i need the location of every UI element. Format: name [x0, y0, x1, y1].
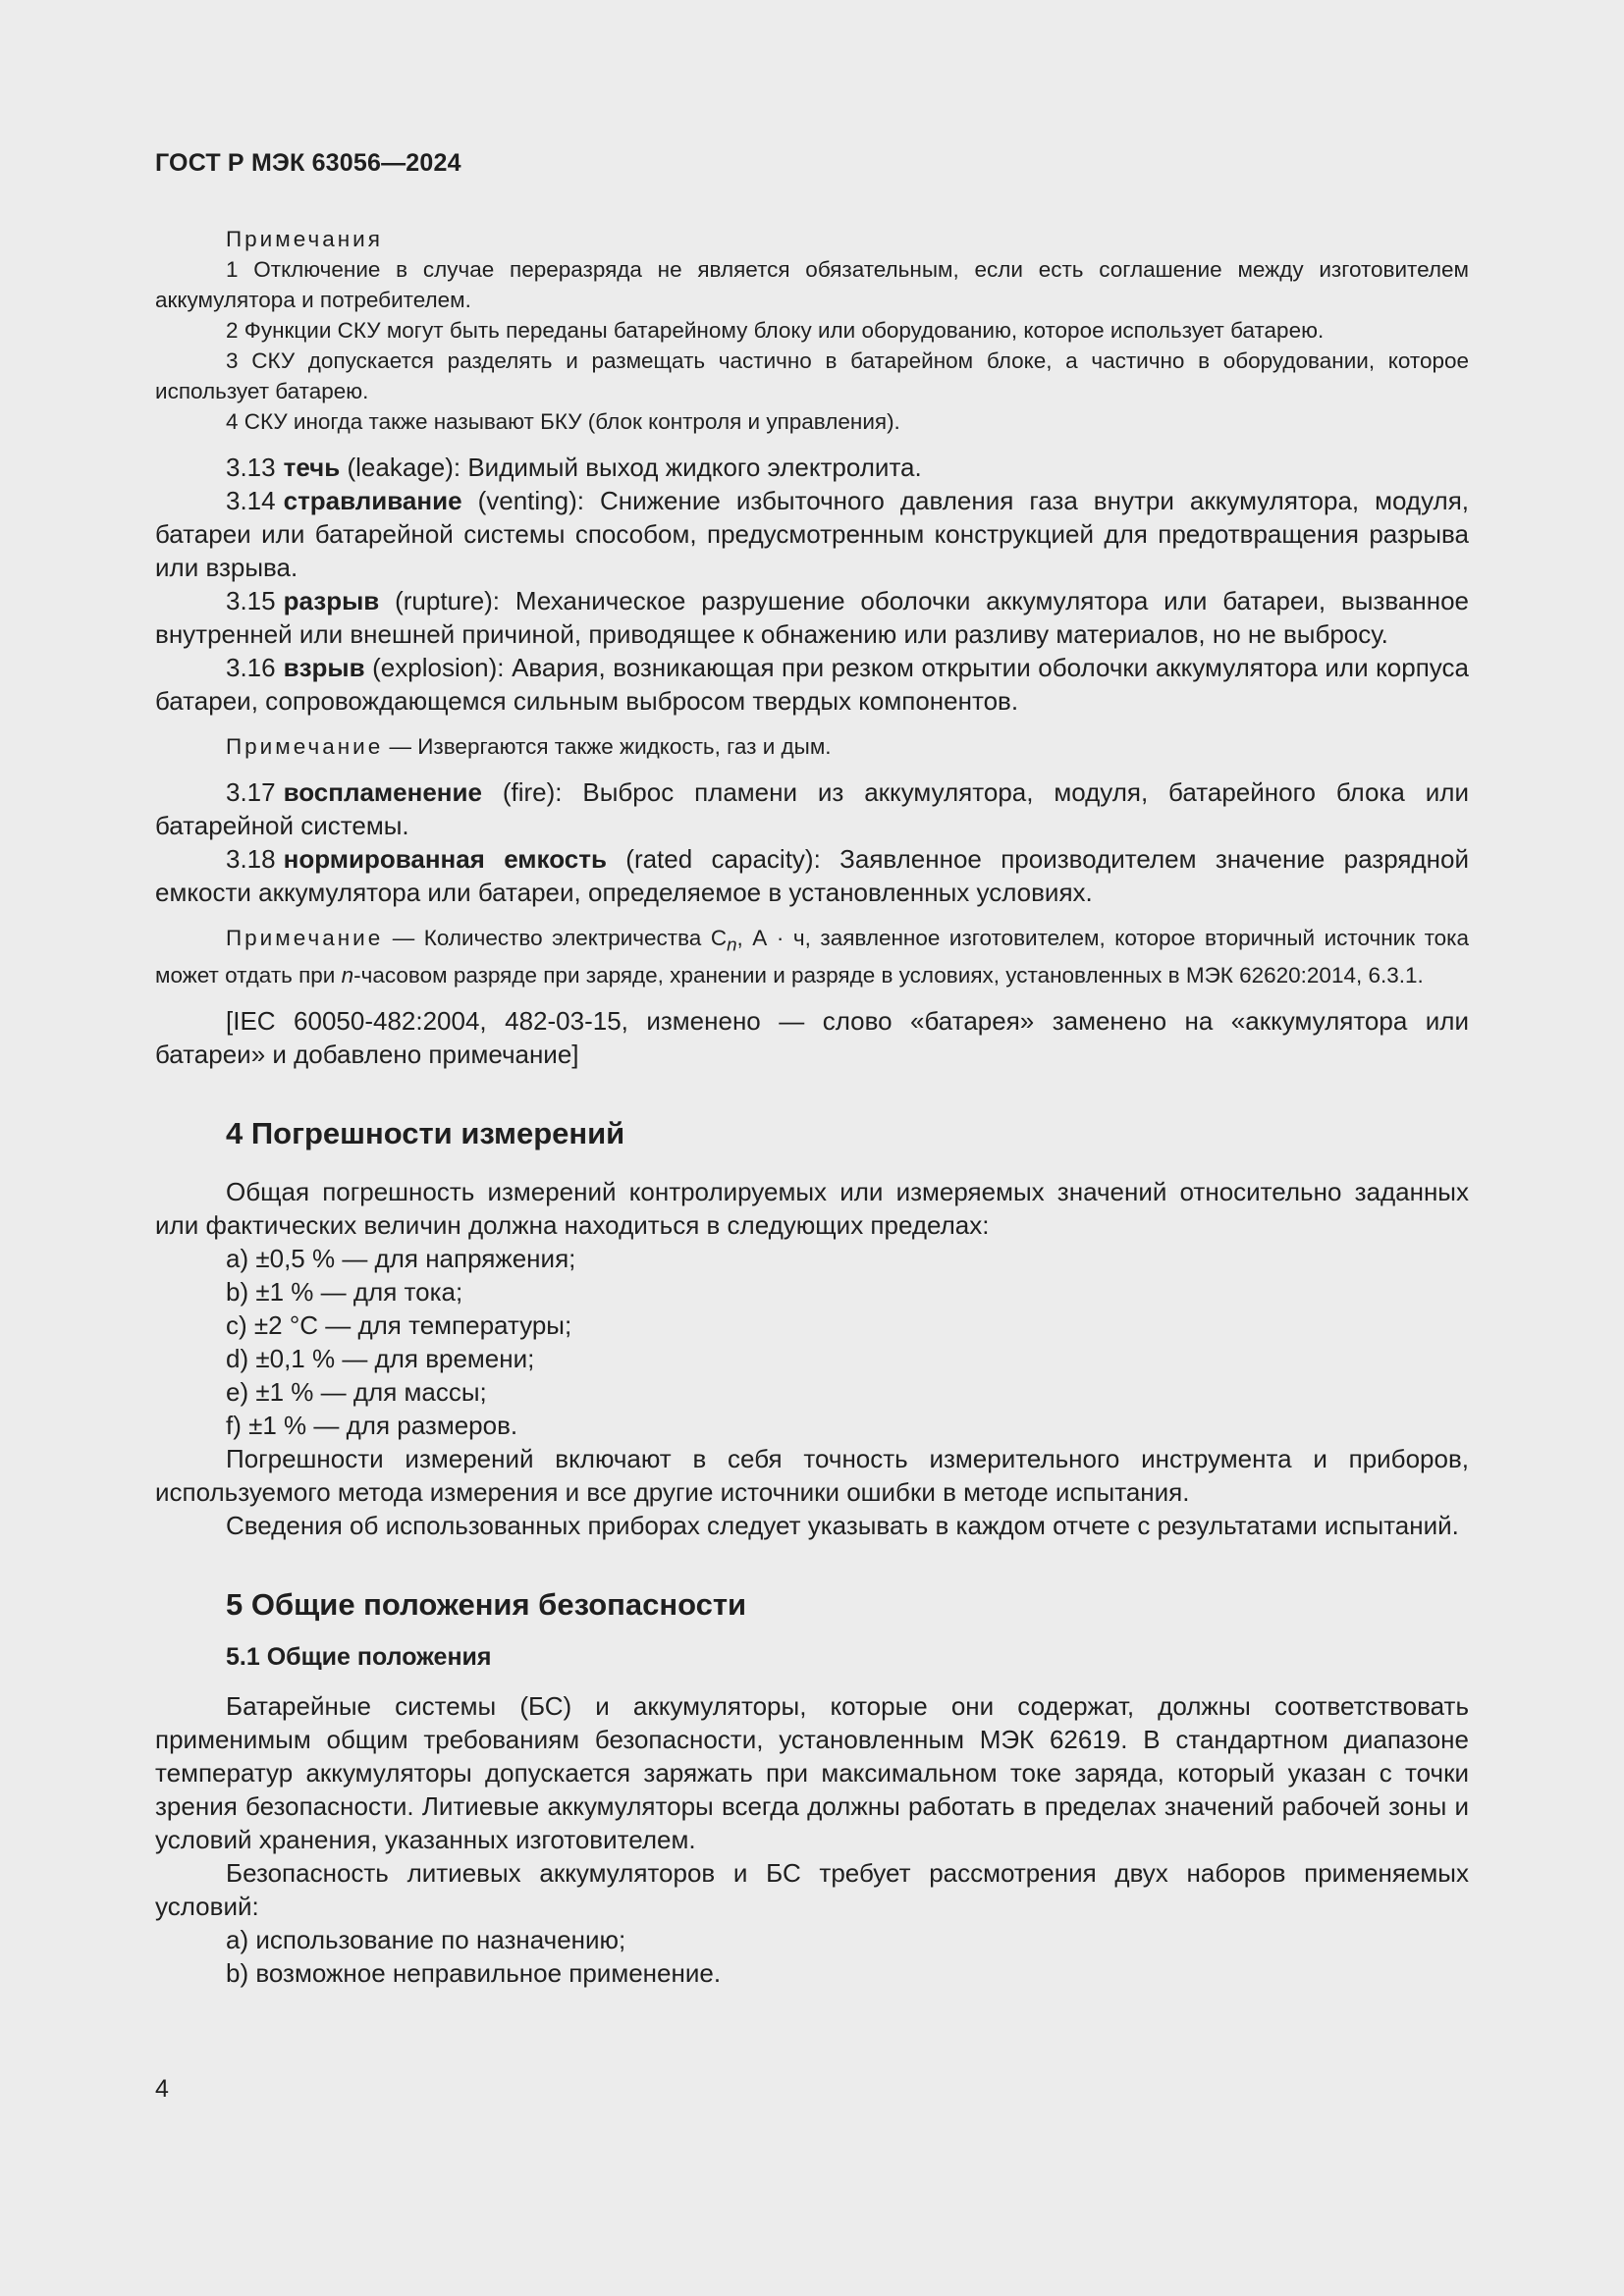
- list-item: b) возможное неправильное применение.: [226, 1957, 722, 1988]
- term-3-14: 3.14 стравливание (venting): Снижение избыточного давления газа внутри аккумулятора, модуля, батареи или батарейной системы способом, предусмотренным конструкцией для предотвращения разрыва или взрыва.: [155, 486, 1469, 582]
- note-explosion: Примечание — Извергаются также жидкость, газ и дым.: [226, 734, 832, 759]
- note-item-1: 1 Отключение в случае переразряда не является обязательным, если есть соглашение между изготовителем аккумулятора и потребителем.: [155, 257, 1469, 312]
- page-number: 4: [155, 2075, 169, 2103]
- section-4-title: 4 Погрешности измерений: [226, 1115, 625, 1150]
- list-item: a) использование по назначению;: [226, 1924, 626, 1954]
- term-3-13: 3.13 течь (leakage): Видимый выход жидкого электролита.: [226, 453, 922, 482]
- terms-section: [155, 451, 1469, 718]
- list-item: d) ±0,1 % — для времени;: [226, 1343, 535, 1373]
- section-5-body: [155, 1689, 1469, 1990]
- note-item-4: 4 СКУ иногда также называют БКУ (блок контроля и управления).: [226, 409, 900, 434]
- notes-label: Примечания: [226, 227, 383, 251]
- list-item: f) ±1 % — для размеров.: [226, 1410, 518, 1440]
- list-item: e) ±1 % — для массы;: [226, 1376, 487, 1407]
- reference-citation: [IEC 60050-482:2004, 482-03-15, изменено — слово «батарея» заменено на «аккумулятора или батареи» и добавлено примечание]: [155, 1005, 1469, 1069]
- section-5-title: 5 Общие положения безопасности: [226, 1586, 747, 1622]
- note-item-2: 2 Функции СКУ могут быть переданы батарейному блоку или оборудованию, которое использует батарею.: [226, 318, 1325, 343]
- section-4-paragraph-2: Погрешности измерений включают в себя точность измерительного инструмента и приборов, используемого метода измерения и все другие источники ошибки в методе испытания.: [155, 1443, 1469, 1507]
- term-3-18: 3.18 нормированная емкость (rated capacity): Заявленное производителем значение разрядной емкости аккумулятора или батареи, определяемое в установленных условиях.: [155, 844, 1469, 907]
- term-3-15: 3.15 разрыв (rupture): Механическое разрушение оболочки аккумулятора или батареи, вызванное внутренней или внешней причиной, приводящее к обнажению или разливу материалов, но не выбросу.: [155, 586, 1469, 649]
- term-3-16: 3.16 взрыв (explosion): Авария, возникающая при резком открытии оболочки аккумулятора или корпуса батареи, сопровождающемся сильным выбросом твердых компонентов.: [155, 653, 1469, 716]
- section-4-body: [155, 1175, 1469, 1542]
- list-item: a) ±0,5 % — для напряжения;: [226, 1243, 576, 1273]
- section-4-paragraph-3: Сведения об использованных приборах следует указывать в каждом отчете с результатами испытаний.: [226, 1510, 1459, 1540]
- section-5-1-title: 5.1 Общие положения: [226, 1642, 492, 1671]
- term-3-17: 3.17 воспламенение (fire): Выброс пламени из аккумулятора, модуля, батарейного блока или батарейной системы.: [155, 777, 1469, 840]
- document-header: ГОСТ Р МЭК 63056—2024: [155, 149, 461, 177]
- section-5-paragraph-2: Безопасность литиевых аккумуляторов и БС требует рассмотрения двух наборов применяемых условий:: [155, 1857, 1469, 1921]
- notes-section: [155, 224, 1469, 437]
- list-item: c) ±2 °C — для температуры;: [226, 1309, 572, 1340]
- note-item-3: 3 СКУ допускается разделять и размещать частично в батарейном блоке, а частично в оборудовании, которое использует батарею.: [155, 348, 1469, 403]
- section-5-paragraph-1: Батарейные системы (БС) и аккумуляторы, которые они содержат, должны соответствовать применимым общим требованиям безопасности, установленным МЭК 62619. В стандартном диапазоне температур аккумуляторы допускается заряжать при максимальном токе заряда, который указан с точки зрения безопасности. Литиевые аккумуляторы всегда должны работать в пределах значений рабочей зоны и условий хранения, указанных изготовителем.: [155, 1690, 1469, 1854]
- note-rated-capacity: Примечание — Количество электричества $C_n$, А · ч, заявленное изготовителем, которое вторичный источник тока может отдать при n-часовом разряде при заряде, хранении и разряде в условиях, установленных в МЭК 62620:2014, 6.3.1.: [155, 926, 1469, 988]
- list-item: b) ±1 % — для тока;: [226, 1276, 463, 1307]
- section-4-intro: Общая погрешность измерений контролируемых или измеряемых значений относительно заданных или фактических величин должна находиться в следующих пределах:: [155, 1176, 1469, 1240]
- terms-section-2: [155, 775, 1469, 909]
- document-body: [155, 224, 1469, 1990]
